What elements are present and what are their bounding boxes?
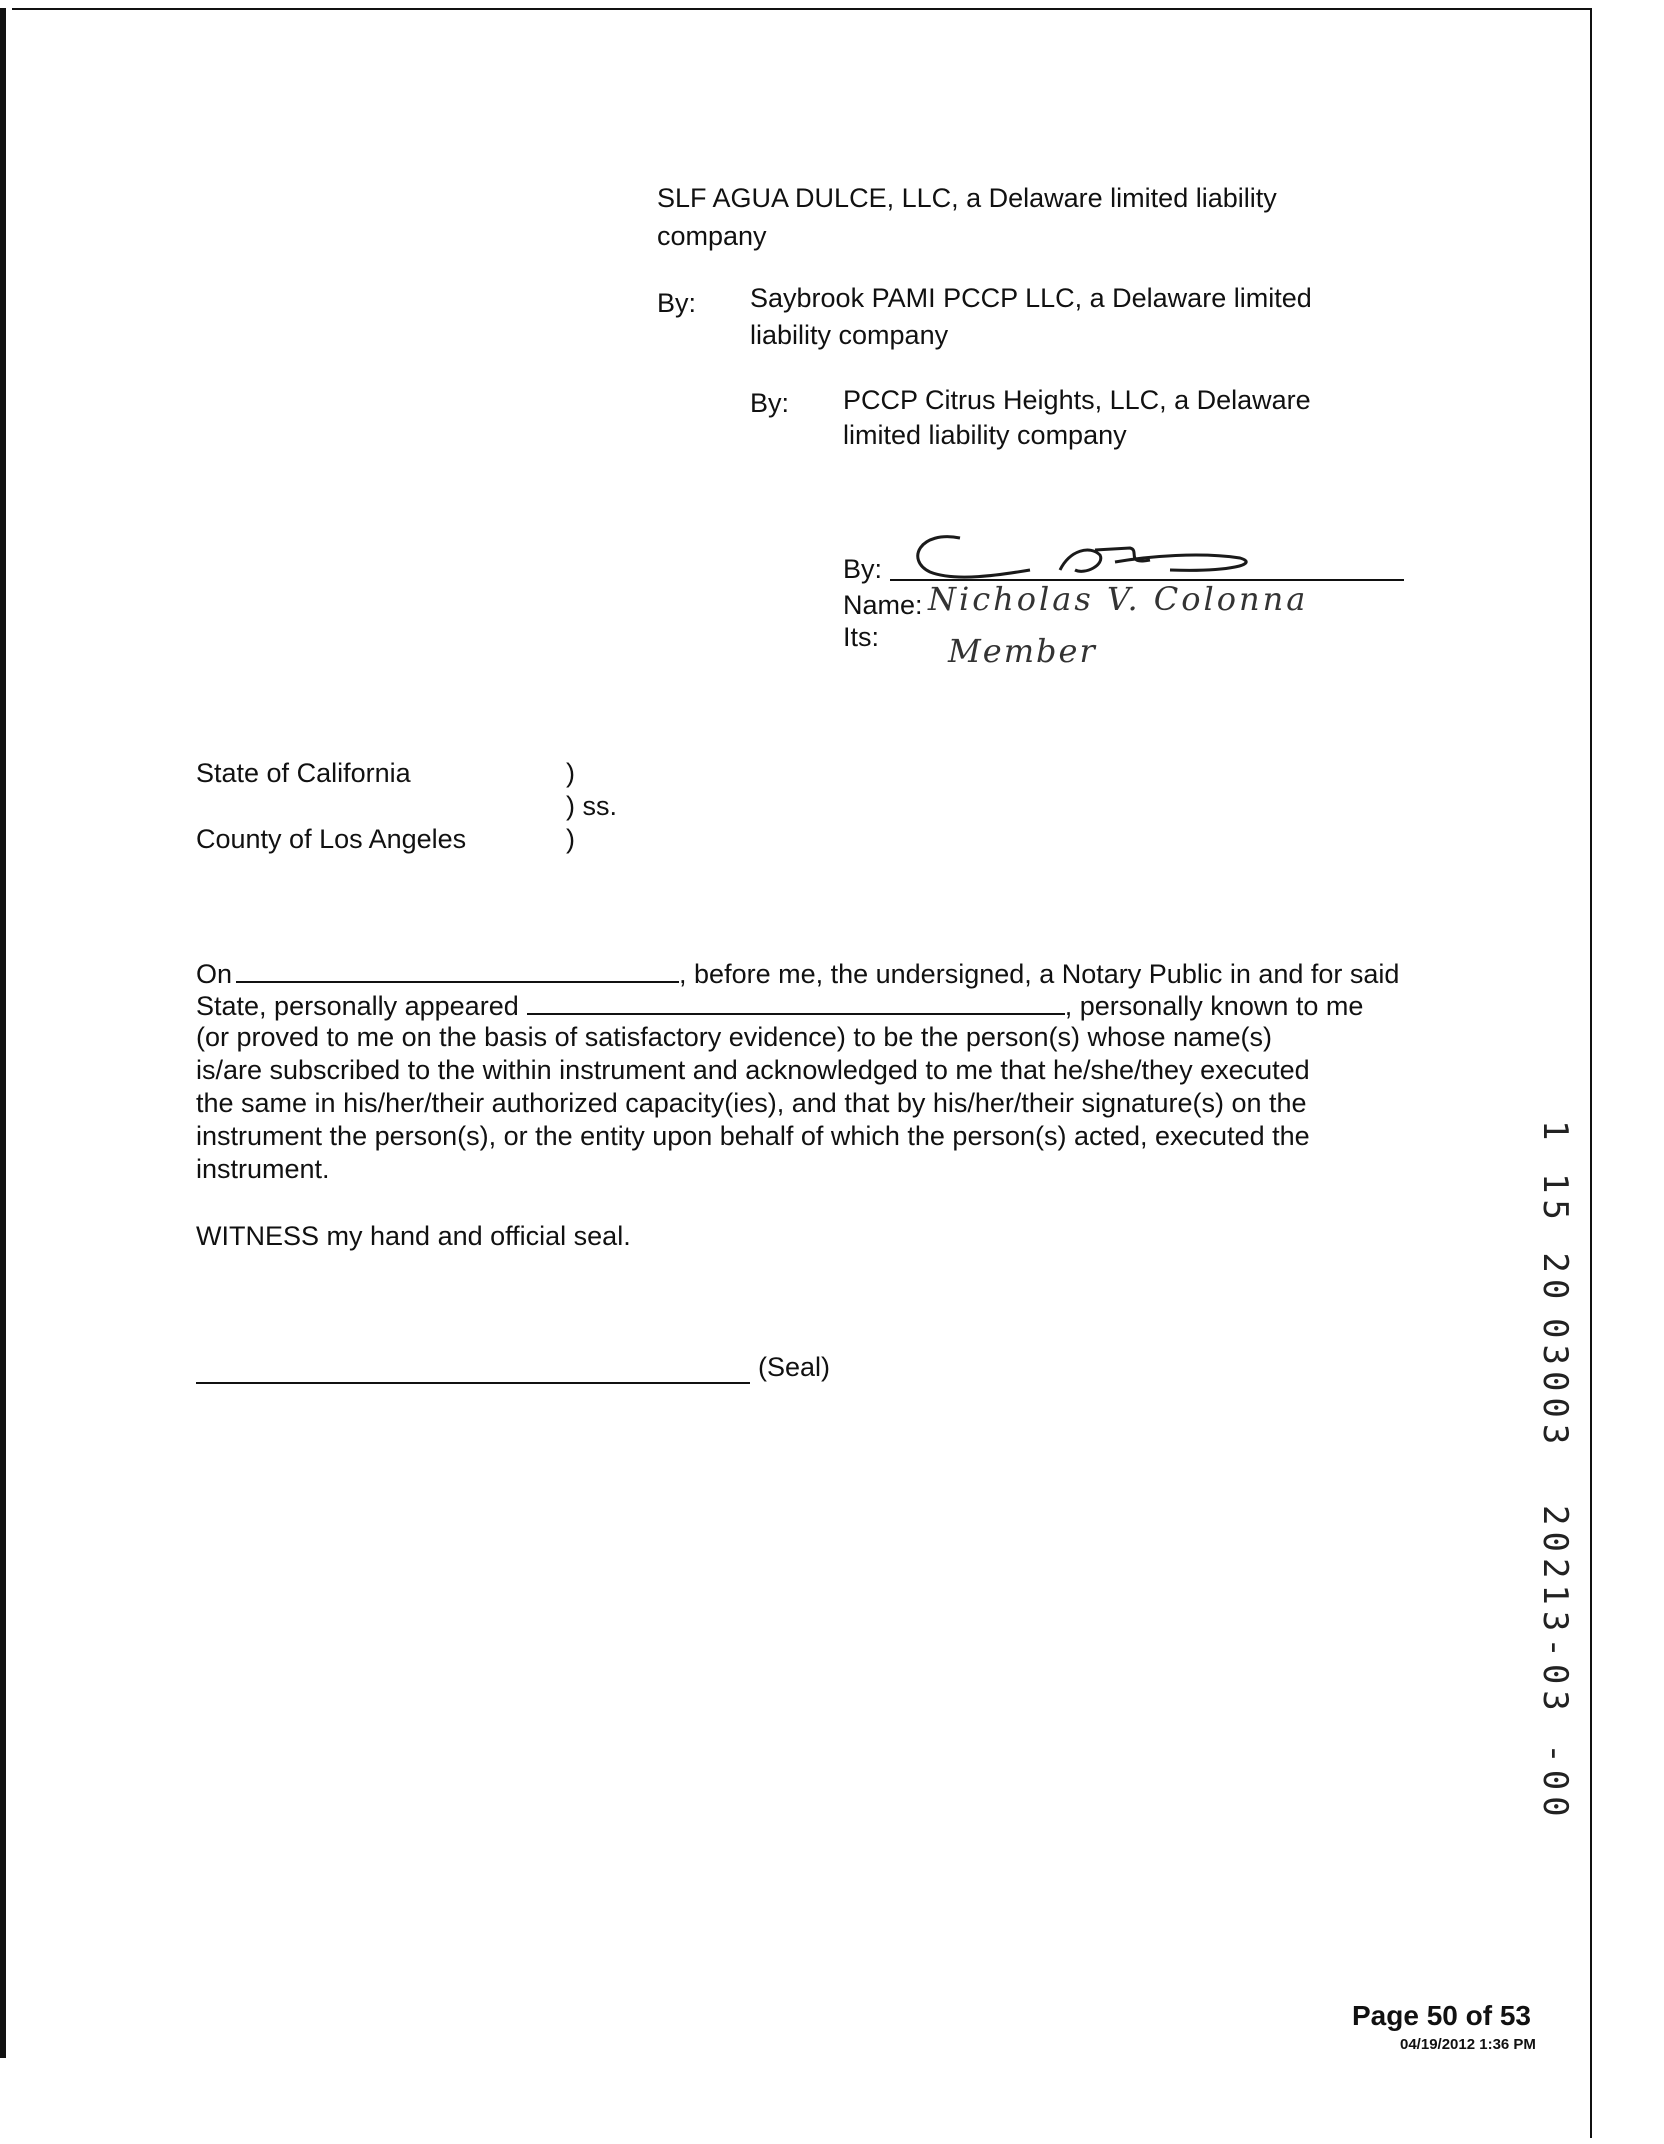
- print-timestamp: 04/19/2012 1:36 PM: [1400, 2036, 1536, 2053]
- by2-label: By:: [750, 388, 790, 418]
- ack-line-7: instrument.: [196, 1154, 330, 1184]
- page-border-top: [12, 8, 1592, 10]
- notary-signature-line: [196, 1382, 750, 1384]
- appeared-name-blank: [527, 987, 1065, 1015]
- handwritten-name: Nicholas V. Colonna: [928, 580, 1309, 618]
- ack-line1-rest: , before me, the undersigned, a Notary Public in and for said: [679, 959, 1400, 989]
- date-blank: [236, 955, 679, 983]
- page-border-left: [0, 8, 6, 2058]
- venue-paren-3: ): [566, 824, 575, 854]
- by2-line1: PCCP Citrus Heights, LLC, a Delaware: [843, 385, 1311, 415]
- margin-recording-number-3: 20213-03 -00: [1535, 1505, 1575, 1823]
- handwritten-title: Member: [948, 632, 1097, 670]
- ack-line-3: (or proved to me on the basis of satisfactory evidence) to be the person(s) whose name(s): [196, 1022, 1273, 1052]
- page-number: Page 50 of 53: [1352, 2000, 1531, 2031]
- ack-line-6: instrument the person(s), or the entity upon behalf of which the person(s) acted, executed the: [196, 1121, 1310, 1151]
- ack-line-5: the same in his/her/their authorized capacity(ies), and that by his/her/their signature(s) on the: [196, 1088, 1307, 1118]
- by1-line1: Saybrook PAMI PCCP LLC, a Delaware limited: [750, 283, 1312, 313]
- entity-name-line1: SLF AGUA DULCE, LLC, a Delaware limited liability: [657, 183, 1277, 213]
- venue-ss: ) ss.: [566, 791, 617, 821]
- ack-line-2: [196, 987, 1363, 1023]
- venue-paren-1: ): [566, 758, 575, 788]
- ack-line2-start: State, personally appeared: [196, 991, 519, 1021]
- ack-on: On: [196, 959, 233, 989]
- signature-its-label: Its:: [843, 622, 880, 652]
- venue-state: State of California: [196, 758, 411, 788]
- witness-statement: WITNESS my hand and official seal.: [196, 1221, 631, 1251]
- ack-line-1: [196, 955, 1399, 991]
- margin-recording-number-1: 1 15 20: [1535, 1120, 1575, 1306]
- venue-county: County of Los Angeles: [196, 824, 467, 854]
- ack-line2-end: , personally known to me: [1064, 991, 1364, 1021]
- by1-line2: liability company: [750, 320, 949, 350]
- signature-name-label: Name:: [843, 590, 923, 620]
- ack-line-4: is/are subscribed to the within instrument and acknowledged to me that he/she/they executed: [196, 1055, 1310, 1085]
- by1-label: By:: [657, 288, 697, 318]
- seal-label: (Seal): [758, 1352, 831, 1382]
- by2-line2: limited liability company: [843, 420, 1127, 450]
- margin-recording-number-2: 03003: [1535, 1318, 1575, 1451]
- page-border-right: [1590, 8, 1592, 2138]
- signature-by-label: By:: [843, 554, 883, 584]
- entity-name-line2: company: [657, 221, 767, 251]
